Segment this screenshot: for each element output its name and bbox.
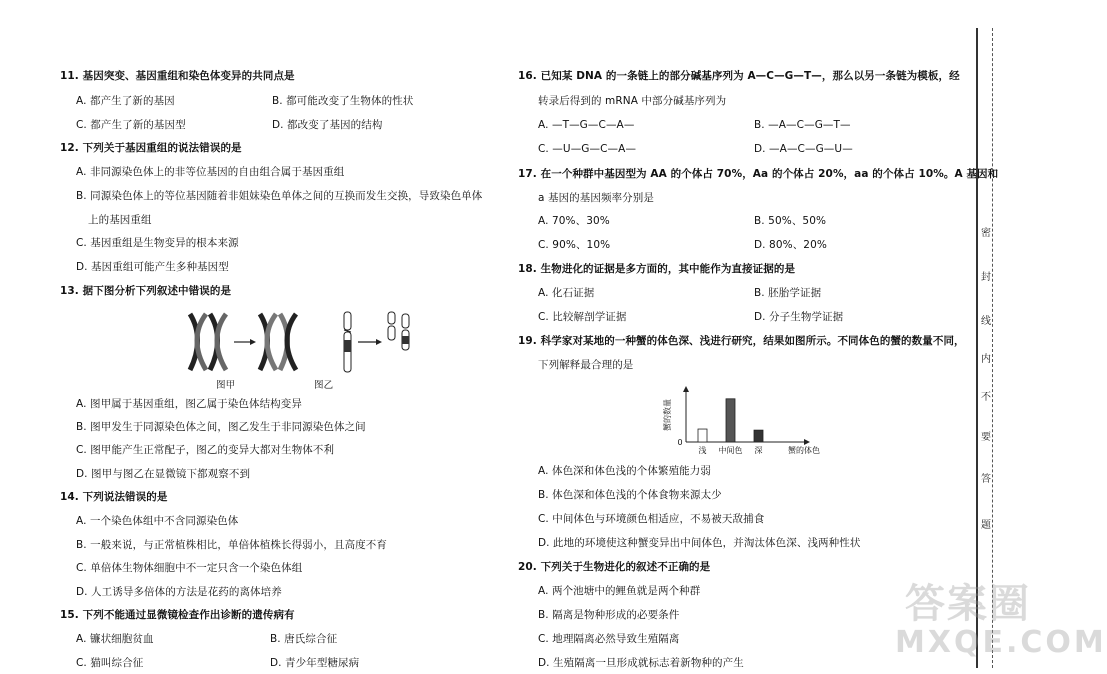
q19-bar-chart (658, 380, 838, 462)
margin-char: 要 (981, 432, 991, 443)
q13-option-d: D. 图甲与图乙在显微镜下都观察不到 (76, 468, 251, 480)
q18-option-b: B. 胚胎学证据 (754, 287, 822, 299)
q16-option-d: D. —A—C—G—U— (754, 143, 853, 155)
x-axis-label: 蟹的体色 (788, 446, 820, 455)
q17-stem-line2: a 基因的基因频率分别是 (538, 192, 654, 204)
q20-option-d: D. 生殖隔离一旦形成就标志着新物种的产生 (538, 657, 744, 669)
bar-0 (698, 429, 707, 442)
q19-stem-line1: 19. 科学家对某地的一种蟹的体色深、浅进行研究，结果如图所示。不同体色的蟹的数量不同， (518, 335, 965, 347)
fig-b-after (388, 312, 409, 350)
q12-option-a: A. 非同源染色体上的非等位基因的自由组合属于基因重组 (76, 166, 345, 178)
q19-option-d: D. 此地的环境使这种蟹变异出中间体色，并淘汰体色深、浅两种性状 (538, 537, 861, 549)
q14-stem: 14. 下列说法错误的是 (60, 491, 168, 503)
q12-option-d: D. 基因重组可能产生多种基因型 (76, 261, 229, 273)
watermark-en: MXQE.COM (895, 625, 1107, 660)
q14-option-c: C. 单倍体生物体细胞中不一定只含一个染色体组 (76, 562, 303, 574)
watermark-logo (895, 581, 1107, 660)
q11-stem: 11. 基因突变、基因重组和染色体变异的共同点是 (60, 70, 295, 82)
q18-option-c: C. 比较解剖学证据 (538, 311, 627, 323)
y-axis-arrow-icon (683, 386, 689, 392)
q19-stem-line2: 下列解释最合理的是 (538, 359, 634, 371)
margin-char: 答 (981, 474, 991, 485)
margin-char: 密 (981, 228, 991, 239)
arrow-icon (358, 339, 382, 345)
x-tick-label: 深 (754, 446, 763, 455)
margin-solid-line (976, 28, 978, 668)
q19-option-b: B. 体色深和体色浅的个体食物来源太少 (538, 489, 722, 501)
q16-option-a: A. —T—G—C—A— (538, 119, 635, 131)
q17-option-d: D. 80%、20% (754, 239, 827, 251)
q16-stem-line1: 16. 已知某 DNA 的一条链上的部分碱基序列为 A—C—G—T—，那么以另一条链为模板，经 (518, 70, 960, 82)
margin-char: 封 (981, 272, 991, 283)
q12-option-c: C. 基因重组是生物变异的根本来源 (76, 237, 239, 249)
origin-label: 0 (677, 438, 683, 447)
q16-stem-line2: 转录后得到的 mRNA 中部分碱基序列为 (538, 95, 727, 107)
q15-option-a: A. 镰状细胞贫血 (76, 633, 154, 645)
q11-option-d: D. 都改变了基因的结构 (272, 119, 383, 131)
q20-option-c: C. 地理隔离必然导致生殖隔离 (538, 633, 680, 645)
q13-option-b: B. 图甲发生于同源染色体之间，图乙发生于非同源染色体之间 (76, 421, 366, 433)
q19-option-a: A. 体色深和体色浅的个体繁殖能力弱 (538, 465, 711, 477)
x-axis-arrow-icon (804, 439, 810, 445)
q13-option-c: C. 图甲能产生正常配子，图乙的变异大都对生物体不利 (76, 444, 335, 456)
q20-option-a: A. 两个池塘中的鲤鱼就是两个种群 (538, 585, 701, 597)
watermark-cn: 答案圈 (905, 581, 1031, 627)
q14-option-d: D. 人工诱导多倍体的方法是花药的离体培养 (76, 586, 282, 598)
q15-option-b: B. 唐氏综合征 (270, 633, 338, 645)
fig-b-label: 图乙 (314, 380, 334, 391)
margin-dashed-line (992, 28, 993, 668)
q20-stem: 20. 下列关于生物进化的叙述不正确的是 (518, 561, 711, 573)
q17-option-c: C. 90%、10% (538, 239, 611, 251)
q18-option-a: A. 化石证据 (538, 287, 595, 299)
q11-option-c: C. 都产生了新的基因型 (76, 119, 186, 131)
q13-stem: 13. 据下图分析下列叙述中错误的是 (60, 285, 232, 297)
margin-char: 线 (981, 316, 991, 327)
q12-option-b-line1: B. 同源染色体上的等位基因随着非姐妹染色单体之间的互换而发生交换，导致染色单体 (76, 190, 483, 202)
q16-option-c: C. —U—G—C—A— (538, 143, 637, 155)
q20-option-b: B. 隔离是物种形成的必要条件 (538, 609, 680, 621)
q15-option-d: D. 青少年型糖尿病 (270, 657, 360, 669)
bar-1 (726, 399, 735, 442)
x-tick-label: 中间色 (718, 446, 743, 455)
q13-option-a: A. 图甲属于基因重组，图乙属于染色体结构变异 (76, 398, 302, 410)
fig-a-before (190, 314, 226, 370)
q17-stem-line1: 17. 在一个种群中基因型为 AA 的个体占 70%，Aa 的个体占 20%，aa 的个体占 10%。A 基因和 (518, 168, 999, 180)
q14-option-a: A. 一个染色体组中不含同源染色体 (76, 515, 239, 527)
q17-option-b: B. 50%、50% (754, 215, 827, 227)
q13-chromosome-figure (186, 310, 426, 388)
q12-stem: 12. 下列关于基因重组的说法错误的是 (60, 142, 242, 154)
q11-option-a: A. 都产生了新的基因 (76, 95, 175, 107)
q18-stem: 18. 生物进化的证据是多方面的，其中能作为直接证据的是 (518, 263, 796, 275)
q17-option-a: A. 70%、30% (538, 215, 610, 227)
margin-char: 不 (981, 392, 991, 403)
fig-a-after (260, 314, 296, 370)
q15-stem: 15. 下列不能通过显微镜检查作出诊断的遗传病有 (60, 609, 295, 621)
fig-a-label: 图甲 (216, 380, 236, 391)
margin-char: 内 (981, 354, 991, 365)
y-axis-label: 蟹的数量 (663, 399, 672, 431)
q16-option-b: B. —A—C—G—T— (754, 119, 851, 131)
q12-option-b-line2: 上的基因重组 (88, 214, 152, 226)
q19-option-c: C. 中间体色与环境颜色相适应，不易被天敌捕食 (538, 513, 765, 525)
q15-option-c: C. 猫叫综合征 (76, 657, 144, 669)
fig-b-before (344, 312, 351, 372)
margin-char: 题 (981, 520, 991, 531)
x-tick-label: 浅 (698, 446, 707, 455)
q14-option-b: B. 一般来说，与正常植株相比，单倍体植株长得弱小，且高度不育 (76, 539, 387, 551)
arrow-icon (234, 339, 256, 345)
q11-option-b: B. 都可能改变了生物体的性状 (272, 95, 414, 107)
q18-option-d: D. 分子生物学证据 (754, 311, 844, 323)
bar-2 (754, 430, 763, 442)
